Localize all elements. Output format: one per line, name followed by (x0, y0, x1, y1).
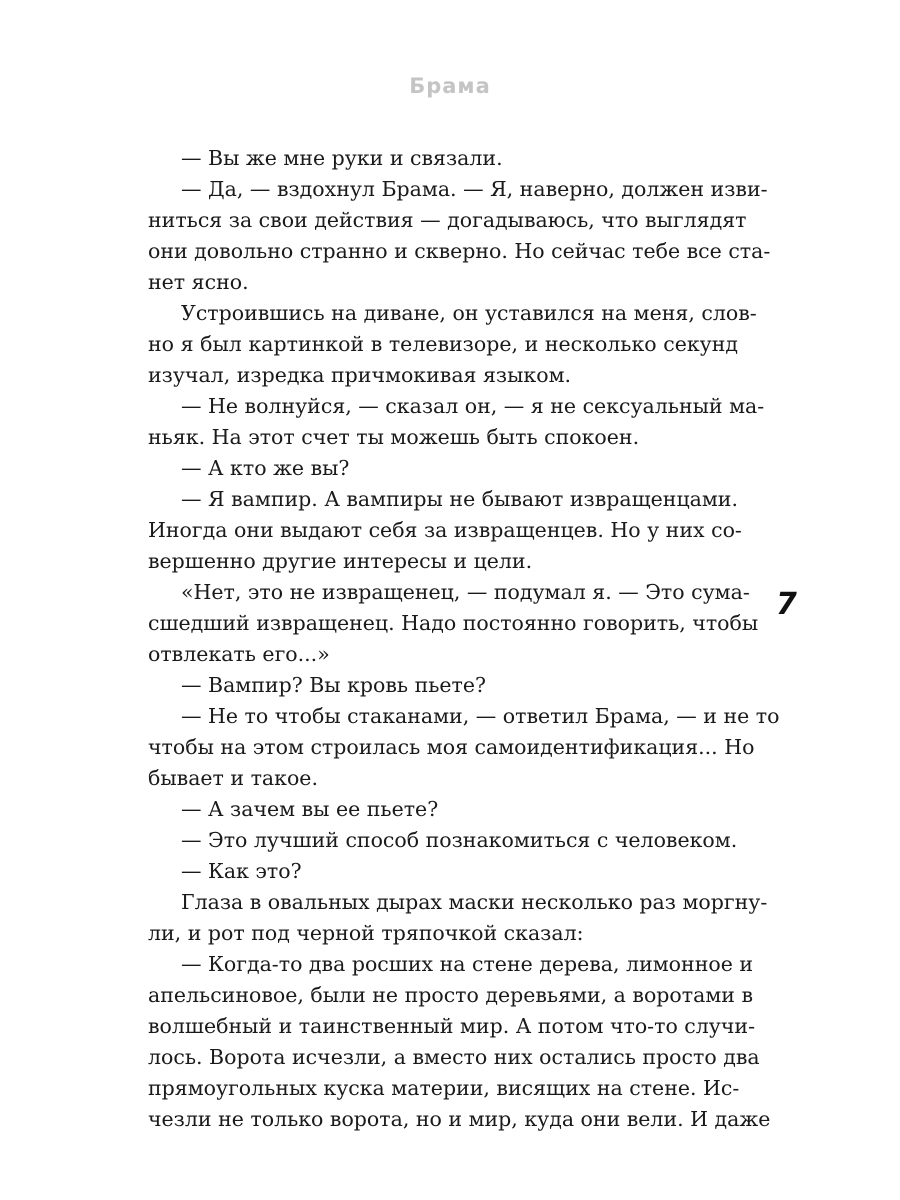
text-line: — Это лучший способ познакомиться с человеком. (181, 828, 738, 852)
text-line: отвлекать его...» (148, 642, 330, 666)
text-line: — Да, — вздохнул Брама. — Я, наверно, должен изви- (181, 177, 768, 201)
text-line: чтобы на этом строилась моя самоидентификация... Но (148, 735, 755, 759)
text-line: сшедший извращенец. Надо постоянно говорить, чтобы (148, 611, 759, 635)
text-line: «Нет, это не извращенец, — подумал я. — Это сума- (181, 580, 750, 604)
text-line: Устроившись на диване, он уставился на меня, слов- (181, 301, 757, 325)
text-line: ньяк. На этот счет ты можешь быть спокоен. (148, 425, 640, 449)
text-line: — Не волнуйся, — сказал он, — я не сексуальный ма- (181, 394, 765, 418)
text-line: Глаза в овальных дырах маски несколько раз моргну- (181, 890, 768, 914)
text-line: прямоугольных куска материи, висящих на стене. Ис- (148, 1076, 740, 1100)
text-line: апельсиновое, были не просто деревьями, а воротами в (148, 983, 753, 1007)
text-line: — Не то чтобы стаканами, — ответил Брама, — и не то (181, 704, 780, 728)
text-line: — Когда-то два росших на стене дерева, лимонное и (181, 952, 754, 976)
body-text (148, 143, 780, 1135)
text-line: вершенно другие интересы и цели. (148, 549, 533, 573)
text-line: — Я вампир. А вампиры не бывают извращенцами. (181, 487, 738, 511)
running-title: Брама (409, 74, 491, 98)
text-line: — Как это? (181, 859, 302, 883)
text-line: Иногда они выдают себя за извращенцев. Но у них со- (148, 518, 742, 542)
text-line: ниться за свои действия — догадываюсь, что выглядят (148, 208, 747, 232)
page-number: 7 (776, 587, 797, 622)
text-line: — А зачем вы ее пьете? (181, 797, 439, 821)
text-line: бывает и такое. (148, 766, 318, 790)
text-line: волшебный и таинственный мир. А потом что-то случи- (148, 1014, 756, 1038)
text-line: лось. Ворота исчезли, а вместо них остались просто два (148, 1045, 760, 1069)
text-line: изучал, изредка причмокивая языком. (148, 363, 572, 387)
text-line: — Вампир? Вы кровь пьете? (181, 673, 487, 697)
text-line: — Вы же мне руки и связали. (181, 146, 503, 170)
text-line: чезли не только ворота, но и мир, куда они вели. И даже (148, 1107, 771, 1131)
text-line: нет ясно. (148, 270, 249, 294)
text-line: но я был картинкой в телевизоре, и несколько секунд (148, 332, 738, 356)
text-line: ли, и рот под черной тряпочкой сказал: (148, 921, 584, 945)
text-line: — А кто же вы? (181, 456, 350, 480)
text-line: они довольно странно и скверно. Но сейчас тебе все ста- (148, 239, 771, 263)
